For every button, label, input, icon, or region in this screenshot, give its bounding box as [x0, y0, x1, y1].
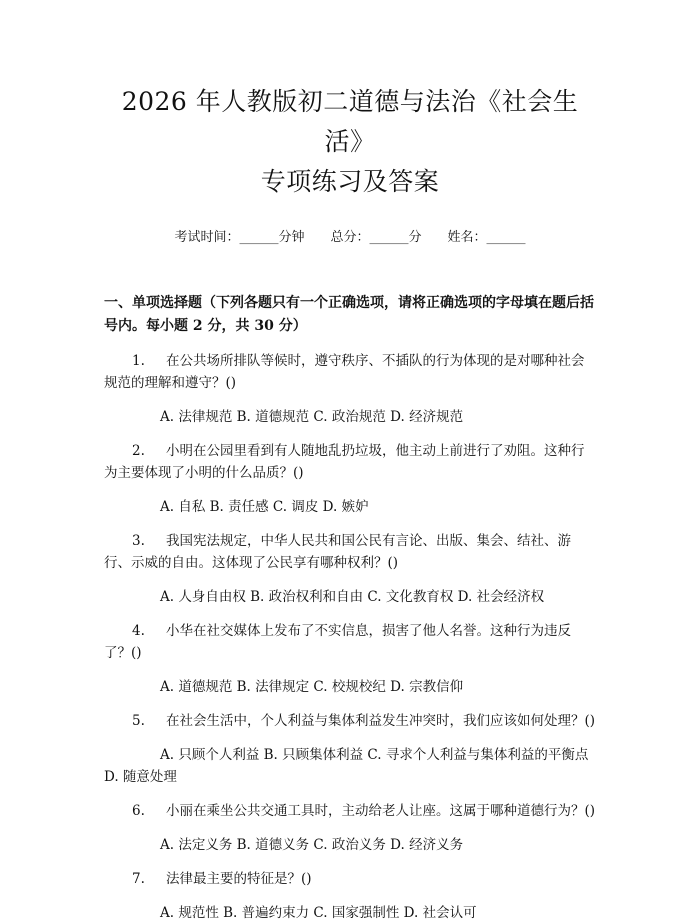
question-stem — [104, 620, 596, 664]
question-stem — [104, 710, 596, 732]
question-text: 在社会生活中，个人利益与集体利益发生冲突时，我们应该如何处理？() — [166, 713, 596, 729]
document-title — [104, 0, 596, 202]
question-stem — [104, 440, 596, 484]
title-line-2: 专项练习及答案 — [260, 167, 440, 196]
exam-time-field: 考试时间：______分钟 — [174, 230, 305, 245]
question-options: A. 人身自由权 B. 政治权利和自由 C. 文化教育权 D. 社会经济权 — [160, 589, 545, 605]
question-2 — [104, 440, 596, 518]
exam-info — [104, 228, 596, 248]
question-6 — [104, 800, 596, 856]
question-stem — [104, 530, 596, 574]
question-stem — [104, 800, 596, 822]
question-3 — [104, 530, 596, 608]
question-1 — [104, 350, 596, 428]
question-number: 6. — [132, 803, 145, 819]
question-stem — [104, 350, 596, 394]
name-field: 姓名：______ — [447, 230, 526, 245]
question-text: 我国宪法规定，中华人民共和国公民有言论、出版、集会、结社、游行、示威的自由。这体现了公民享有哪种权利？() — [104, 533, 571, 571]
question-options-text: A. 只顾个人利益 B. 只顾集体利益 C. 寻求个人利益与集体利益的平衡点 D. 随意处理 — [104, 747, 589, 785]
question-4 — [104, 620, 596, 698]
question-5 — [104, 710, 596, 788]
question-7 — [104, 868, 596, 924]
question-text: 小丽在乘坐公共交通工具时，主动给老人让座。这属于哪种道德行为？() — [166, 803, 596, 819]
question-options: A. 自私 B. 责任感 C. 调皮 D. 嫉妒 — [160, 499, 369, 515]
question-text: 法律最主要的特征是？() — [166, 871, 312, 887]
question-text: 小华在社交媒体上发布了不实信息，损害了他人名誉。这种行为违反了？() — [104, 623, 571, 661]
question-options: A. 规范性 B. 普遍约束力 C. 国家强制性 D. 社会认可 — [160, 905, 477, 921]
question-number: 1. — [132, 353, 145, 369]
question-stem — [104, 868, 596, 890]
question-options: A. 法定义务 B. 道德义务 C. 政治义务 D. 经济义务 — [160, 837, 464, 853]
title-line-1: 2026 年人教版初二道德与法治《社会生活》 — [121, 87, 579, 156]
question-number: 3. — [132, 533, 145, 549]
question-number: 4. — [132, 623, 145, 639]
question-options: A. 法律规范 B. 道德规范 C. 政治规范 D. 经济规范 — [160, 409, 464, 425]
question-text: 小明在公园里看到有人随地乱扔垃圾，他主动上前进行了劝阻。这种行为主要体现了小明的什么品质？() — [104, 443, 585, 481]
question-number: 7. — [132, 871, 145, 887]
question-number: 5. — [132, 713, 145, 729]
section-heading: 一、单项选择题（下列各题只有一个正确选项，请将正确选项的字母填在题后括号内。每小题 2 分，共 30 分） — [104, 295, 594, 334]
total-score-field: 总分：______分 — [330, 230, 422, 245]
question-text: 在公共场所排队等候时，遵守秩序、不插队的行为体现的是对哪种社会规范的理解和遵守？() — [104, 353, 585, 391]
question-options: A. 道德规范 B. 法律规定 C. 校规校纪 D. 宗教信仰 — [160, 679, 464, 695]
question-number: 2. — [132, 443, 145, 459]
question-options — [104, 744, 596, 788]
